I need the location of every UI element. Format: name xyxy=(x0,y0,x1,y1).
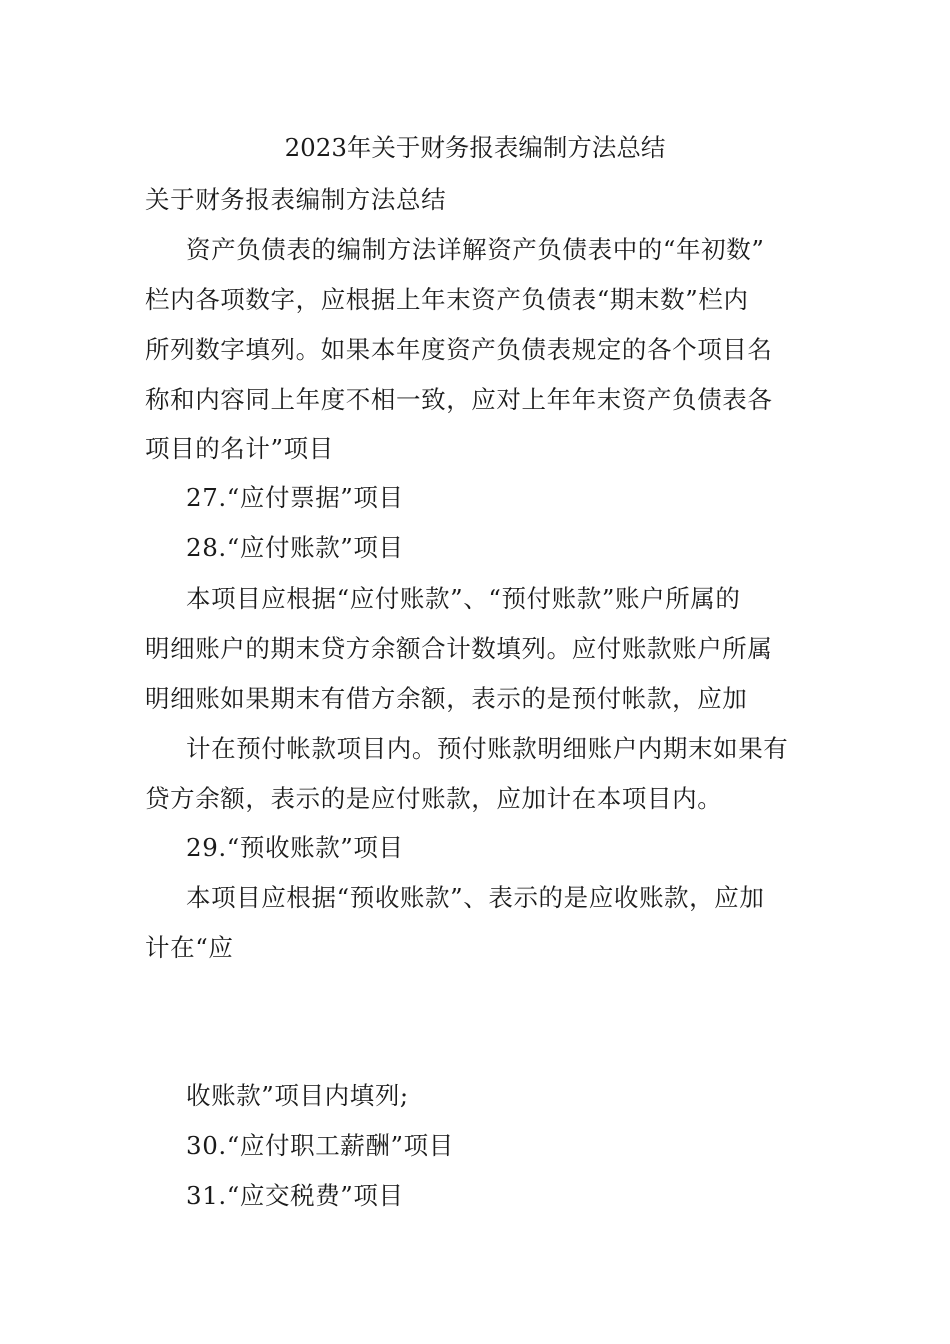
paragraph-line: 本项目应根据“预收账款”、表示的是应收账款，应加 xyxy=(186,883,765,912)
section-heading: 关于财务报表编制方法总结 xyxy=(145,185,447,214)
item-heading: 27.“应付票据”项目 xyxy=(186,483,404,512)
paragraph-line: 计在预付帐款项目内。预付账款明细账户内期末如果有 xyxy=(186,734,789,763)
item-heading: 28.“应付账款”项目 xyxy=(186,533,404,562)
item-heading: 29.“预收账款”项目 xyxy=(186,833,404,862)
paragraph-line: 计在“应 xyxy=(145,933,234,962)
paragraph-line: 明细账户的期末贷方余额合计数填列。应付账款账户所属 xyxy=(145,634,773,663)
paragraph-line: 资产负债表的编制方法详解资产负债表中的“年初数” xyxy=(186,235,765,264)
paragraph-line: 所列数字填列。如果本年度资产负债表规定的各个项目名 xyxy=(145,335,773,364)
paragraph-line: 称和内容同上年度不相一致，应对上年年末资产负债表各 xyxy=(145,385,773,414)
item-heading: 30.“应付职工薪酬”项目 xyxy=(186,1131,454,1160)
paragraph-line: 本项目应根据“应付账款”、“预付账款”账户所属的 xyxy=(186,584,741,613)
paragraph-line: 明细账如果期末有借方余额，表示的是预付帐款，应加 xyxy=(145,684,748,713)
paragraph-line: 贷方余额，表示的是应付账款，应加计在本项目内。 xyxy=(145,784,723,813)
item-heading: 31.“应交税费”项目 xyxy=(186,1181,404,1210)
document-title: 2023年关于财务报表编制方法总结 xyxy=(284,133,666,162)
paragraph-line: 项目的名计”项目 xyxy=(145,434,334,463)
paragraph-line: 收账款”项目内填列; xyxy=(186,1081,409,1110)
paragraph-line: 栏内各项数字，应根据上年末资产负债表“期末数”栏内 xyxy=(145,285,749,314)
